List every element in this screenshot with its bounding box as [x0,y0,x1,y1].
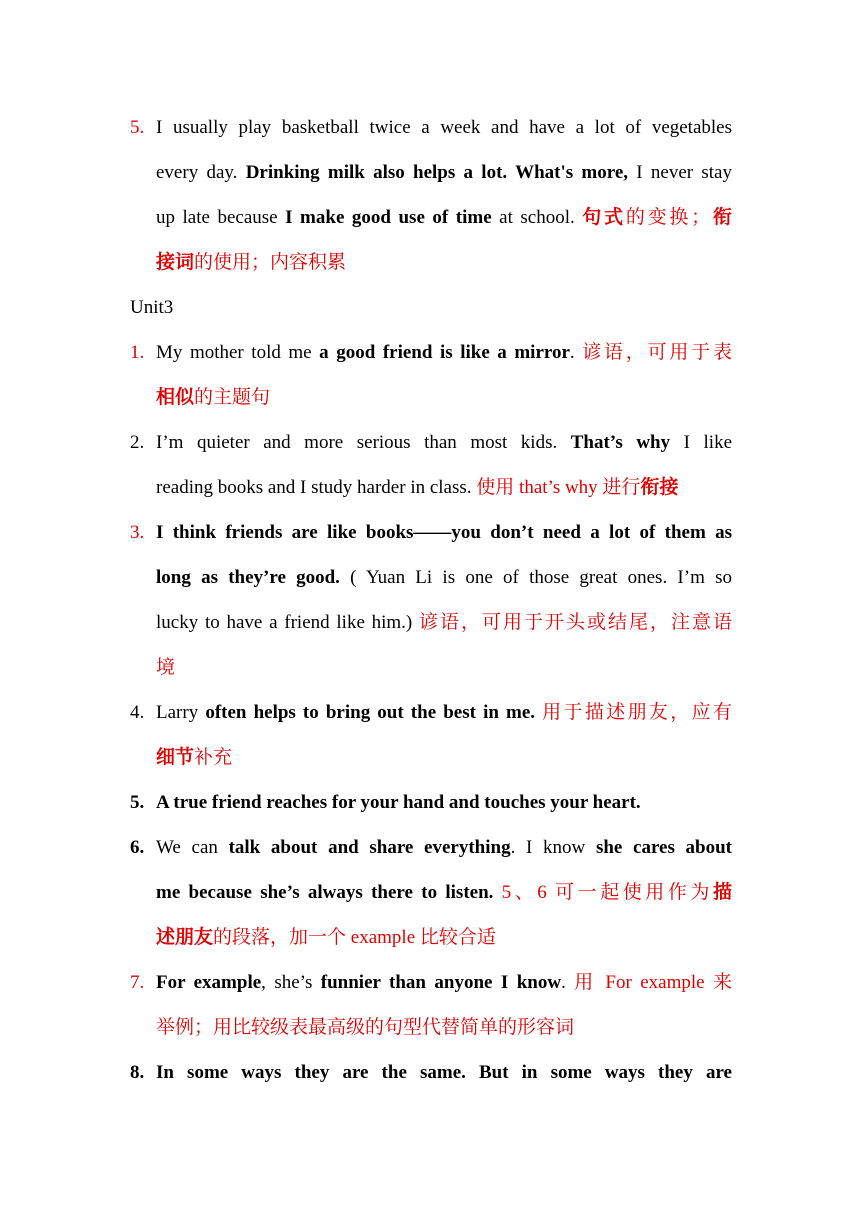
plain-text: I never stay [628,162,732,183]
annotation-bold: 接词 [156,252,195,273]
bold-phrase: a good friend is like a mirror [319,342,570,363]
plain-text: up late because [156,207,286,228]
text-line [156,1005,732,1050]
item-number: 4. [130,702,145,723]
bold-phrase: funnier than anyone I know [320,972,562,993]
text-line [156,330,732,375]
bold-phrase: I make good use of time [285,207,492,228]
bold-phrase: me because she’s always there to listen. [156,882,494,903]
item-number: 3. [130,522,145,543]
text-line [156,1050,732,1095]
annotation: 使用 that’s why 进行 [476,477,641,498]
plain-text: at school. [491,207,583,228]
bold-phrase: she cares about [595,837,732,858]
text-line [156,150,732,195]
plain-text: , she’s [261,972,321,993]
annotation: 用于描述朋友，应有 [542,702,732,723]
text-line [156,510,732,555]
bold-phrase: That’s why [570,432,671,453]
annotation: 的变换； [625,207,711,228]
text-line [156,960,732,1005]
item-number: 7. [130,972,145,993]
text-line [156,870,732,915]
plain-text: We can [156,837,229,858]
plain-text: lucky to have a friend like him.) [156,612,420,633]
plain-text: ( Yuan Li is one of those great ones. I’m so [339,567,732,588]
plain-text: every day. [156,162,246,183]
annotation: 的使用；内容积累 [194,252,347,273]
annotation: 的段落，加一个 example 比较合适 [213,927,496,948]
bold-phrase: In some ways they are the same. But in some ways they are [156,1062,732,1083]
text-line [156,780,732,825]
text-line [156,420,732,465]
item-number: 1. [130,342,145,363]
annotation-bold: 衔接 [640,477,679,498]
item-number: 8. [130,1062,145,1083]
annotation: 5、6 可一起使用作为 [493,882,713,903]
plain-text: Larry [156,702,206,723]
plain-text: I usually play basketball twice a week and have a lot of vegetables [156,117,732,138]
text-line [156,105,732,150]
bold-phrase: often helps to bring out the best in me. [205,702,536,723]
plain-text: . I know [510,837,596,858]
bold-phrase: A true friend reaches for your hand and touches your heart. [156,792,641,813]
annotation: 境 [156,657,176,678]
item-number: 6. [130,837,145,858]
item-number: 5. [130,117,145,138]
text-line [156,735,732,780]
annotation: 的主题句 [194,387,271,408]
annotation: 谚语，可用于表 [582,342,732,363]
annotation-bold: 句式 [582,207,626,228]
plain-text: I like [670,432,732,453]
annotation-bold: 细节 [156,747,195,768]
annotation: 谚语，可用于开头或结尾，注意语 [419,612,732,633]
text-line [156,825,732,870]
item-number: 2. [130,432,145,453]
annotation: 举例；用比较级表最高级的句型代替简单的形容词 [156,1017,575,1038]
item-number: 5. [130,792,145,813]
plain-text: reading books and I study harder in class. [156,477,477,498]
text-line [156,690,732,735]
annotation-bold: 衔 [710,207,732,228]
bold-phrase: long as they’re good. [156,567,340,588]
bold-phrase: Drinking milk also helps a lot. What's more, [245,162,629,183]
bold-phrase: talk about and share everything [228,837,511,858]
plain-text: My mother told me [156,342,320,363]
annotation-bold: 描 [712,882,732,903]
text-line [156,240,732,285]
text-line [156,465,732,510]
text-line [156,555,732,600]
unit-heading: Unit3 [130,297,174,318]
text-line [156,645,732,690]
plain-text: . [561,972,575,993]
plain-text: I’m quieter and more serious than most kids. [156,432,571,453]
bold-phrase: I think friends are like books——you don’t need a lot of them as [156,522,732,543]
plain-text: . [569,342,583,363]
text-line [156,915,732,960]
annotation: 用 For example 来 [574,972,733,993]
annotation-bold: 述朋友 [156,927,214,948]
text-line [156,375,732,420]
bold-phrase: For example [156,972,262,993]
annotation: 补充 [194,747,233,768]
text-line [156,195,732,240]
annotation-bold: 相似 [156,387,195,408]
text-line [156,600,732,645]
